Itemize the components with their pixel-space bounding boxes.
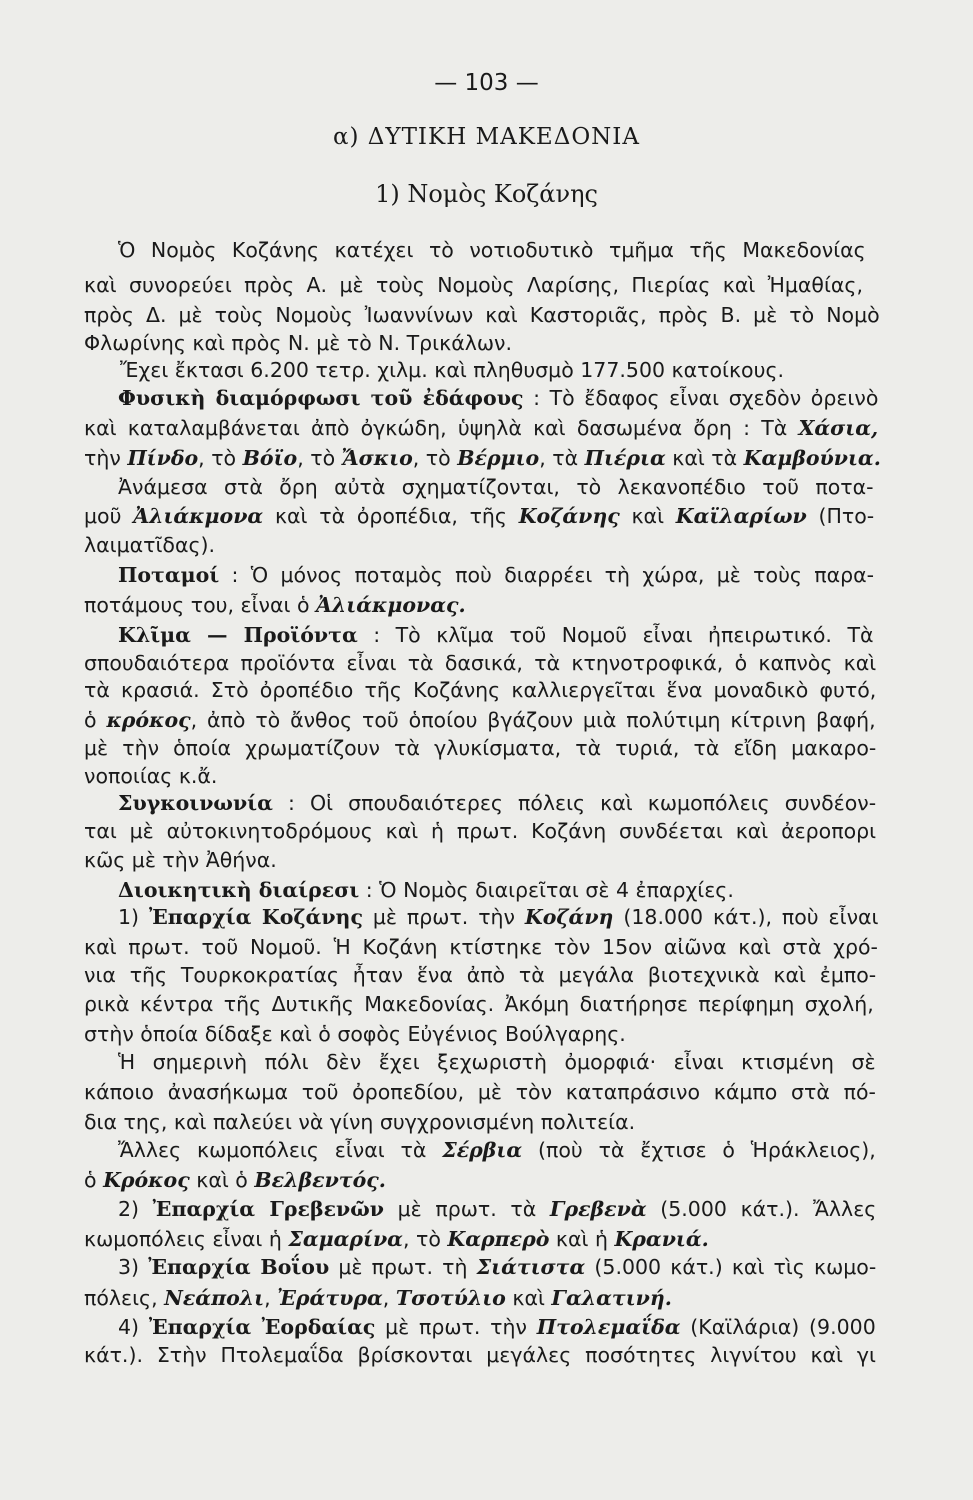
place-name: Χάσια, [798, 416, 879, 440]
text-line [84, 415, 878, 443]
place-name: Πτολεμαΐδα [536, 1315, 681, 1339]
place-name: Πιέρια [584, 446, 666, 470]
text-line [84, 1285, 672, 1313]
text-run: (18.000 κάτ.), ποὺ εἶναι [613, 905, 879, 929]
text-run: 4) [118, 1315, 149, 1339]
text-line [118, 385, 878, 413]
text-line [84, 1226, 709, 1254]
place-name: Ἐράτυρα [277, 1286, 383, 1310]
text-line [118, 562, 874, 590]
text-line [84, 818, 876, 846]
text-run: μὲ πρωτ. τὴν [362, 905, 525, 929]
text-line [118, 904, 878, 932]
text-run: μὲ τὴν ὁποία χρωματίζουν τὰ γλυκίσματα, τὰ τυριά, τὰ εἴδη μακαρο- [84, 736, 877, 760]
text-run: : Ὁ Νομὸς διαιρεῖται σὲ 4 ἐπαρχίες. [359, 878, 734, 902]
bold-term: Ἐπαρχία Βοΐου [148, 1255, 330, 1279]
text-run: , τὰ [539, 446, 585, 470]
place-name: Σαμαρίνα [288, 1227, 403, 1251]
text-run: 3) [118, 1255, 149, 1279]
text-line [84, 1109, 635, 1137]
place-name: Γαλατινή. [551, 1286, 672, 1310]
text-line [84, 1167, 386, 1195]
text-run: καὶ τὰ ὀροπέδια, τῆς [263, 504, 519, 528]
text-run: Ἡ σημερινὴ πόλι δὲν ἔχει ξεχωριστὴ ὀμορφιά· εἶναι κτισμένη σὲ [118, 1050, 876, 1074]
text-line [118, 622, 874, 650]
place-name: Καμβούνια. [743, 446, 881, 470]
page-number: — 103 — [434, 70, 539, 96]
region-heading: α) ΔΥΤΙΚΗ ΜΑΚΕΔΟΝΙΑ [332, 124, 640, 150]
text-run: μὲ πρωτ. τὴ [329, 1255, 477, 1279]
text-run: (5.000 κάτ.). Ἄλλες [646, 1197, 877, 1221]
text-line [84, 503, 874, 531]
text-run: μὲ πρωτ. τὰ [384, 1197, 550, 1221]
text-run: Ὁ Νομὸς Κοζάνης κατέχει τὸ νοτιοδυτικὸ τμῆμα τῆς Μακεδονίας [118, 238, 866, 262]
text-run: (Πτο- [806, 504, 875, 528]
text-run: (5.000 κάτ.) καὶ τὶς κωμο- [585, 1255, 877, 1279]
text-run: ρικὰ κέντρα τῆς Δυτικῆς Μακεδονίας. Ἀκόμη διατήρησε περίφημη σχολή, [84, 992, 874, 1016]
bold-term: Ἐπαρχία Γρεβενῶν [152, 1197, 385, 1221]
place-name: Σιάτιστα [476, 1255, 586, 1279]
text-run: , τὸ [412, 446, 458, 470]
text-run: Φλωρίνης καὶ πρὸς Ν. μὲ τὸ Ν. Τρικάλων. [84, 331, 512, 355]
text-line [84, 302, 880, 330]
place-name: Κρόκος [103, 1168, 190, 1192]
place-name: Τσοτύλιο [395, 1286, 506, 1310]
text-line [84, 677, 876, 705]
text-run: τὰ κρασιά. Στὸ ὀροπέδιο τῆς Κοζάνης καλλιεργεῖται ἕνα μοναδικὸ φυτό, [84, 678, 877, 702]
text-run: , τὸ [297, 446, 342, 470]
text-run: , τὸ [198, 446, 243, 470]
bold-term: Φυσικὴ διαμόρφωσι τοῦ ἐδάφους [118, 386, 524, 410]
text-run: : Οἱ σπουδαιότερες πόλεις καὶ κωμοπόλεις συνδέον- [272, 791, 877, 815]
text-run: καὶ ὁ [189, 1168, 255, 1192]
text-run: κῶς μὲ τὴν Ἀθήνα. [84, 848, 277, 872]
text-run: καὶ [505, 1286, 552, 1310]
text-line [118, 877, 734, 905]
text-run: Ἔχει ἔκτασι 6.200 τετρ. χιλμ. καὶ πληθυσμὸ 177.500 κατοίκους. [120, 358, 785, 382]
text-line [120, 357, 784, 385]
text-line [84, 330, 512, 358]
text-run: , ἀπὸ τὸ ἄνθος τοῦ ὁποίου βγάζουν μιὰ πολύτιμη κίτρινη βαφή, [190, 708, 876, 732]
text-run: καὶ πρωτ. τοῦ Νομοῦ. Ἡ Κοζάνη κτίστηκε τὸν 15ον αἰῶνα καὶ στὰ χρό- [84, 935, 878, 959]
text-run: στὴν ὁποία δίδαξε καὶ ὁ σοφὸς Εὐγένιος Βούλγαρης. [84, 1022, 626, 1046]
text-line [118, 474, 874, 502]
place-name: Κρανιά. [614, 1227, 709, 1251]
bold-term: Ποταμοί [118, 563, 220, 587]
place-name: Κοζάνης [518, 504, 620, 528]
text-run: : Ὁ μόνος ποταμὸς ποὺ διαρρέει τὴ χώρα, μὲ τοὺς παρα- [219, 563, 875, 587]
place-name: Πίνδο [127, 446, 199, 470]
text-line [84, 592, 466, 620]
text-run: κάτ.). Στὴν Πτολεμαΐδα βρίσκονται μεγάλες ποσότητες λιγνίτου καὶ γι [84, 1343, 876, 1367]
place-name: Καϊλαρίων [675, 504, 807, 528]
place-name: Βόϊο [242, 446, 298, 470]
bold-term: Συγκοινωνία [118, 791, 273, 815]
text-run: πρὸς Δ. μὲ τοὺς Νομοὺς Ἰωαννίνων καὶ Καστοριᾶς, πρὸς Β. μὲ τὸ Νομὸ [84, 303, 880, 327]
text-run: νια τῆς Τουρκοκρατίας ἦταν ἕνα ἀπὸ τὰ μεγάλα βιοτεχνικὰ καὶ ἐμπο- [84, 963, 877, 987]
text-line [84, 847, 277, 875]
text-line [84, 735, 876, 763]
text-run: δια της, καὶ παλεύει νὰ γίνη συγχρονισμένη πολιτεία. [84, 1110, 636, 1134]
text-run: : Τὸ κλῖμα τοῦ Νομοῦ εἶναι ἠπειρωτικό. Τὰ [357, 623, 874, 647]
place-name: Ἄσκιο [341, 446, 413, 470]
text-line [118, 237, 866, 265]
text-run: μοῦ [84, 504, 134, 528]
text-line [118, 1254, 876, 1282]
text-line [84, 1021, 626, 1049]
text-line [84, 272, 863, 300]
text-line [84, 445, 881, 473]
text-run: καὶ τὰ [665, 446, 744, 470]
place-name: Νεάπολι [164, 1286, 265, 1310]
text-run: πόλεις, [84, 1286, 165, 1310]
prefecture-heading: 1) Νομὸς Κοζάνης [375, 180, 598, 208]
text-run: , τὸ [402, 1227, 448, 1251]
text-line [84, 650, 876, 678]
place-name: Ἀλιάκμονας. [316, 593, 466, 617]
place-name: Κοζάνη [524, 905, 614, 929]
text-run: (Καϊλάρια) (9.000 [680, 1315, 876, 1339]
bold-term: Ἐπαρχία Ἐορδαίας [148, 1315, 376, 1339]
text-line [118, 790, 876, 818]
place-name: κρόκος [106, 708, 191, 732]
text-line [84, 532, 215, 560]
text-run: νοποιίας κ.ἄ. [84, 764, 218, 788]
text-run: 1) [118, 905, 149, 929]
text-line [118, 1314, 876, 1342]
text-line [84, 707, 876, 735]
text-run: Ἄλλες κωμοπόλεις εἶναι τὰ [118, 1138, 443, 1162]
bold-term: Διοικητικὴ διαίρεσι [118, 878, 360, 902]
bold-term: Ἐπαρχία Κοζάνης [148, 905, 363, 929]
text-run: καὶ ἡ [549, 1227, 615, 1251]
text-run: κωμοπόλεις εἶναι ἡ [84, 1227, 289, 1251]
text-run: Ἀνάμεσα στὰ ὄρη αὐτὰ σχηματίζονται, τὸ λεκανοπέδιο τοῦ ποτα- [118, 475, 874, 499]
place-name: Βελβεντός. [254, 1168, 386, 1192]
place-name: Βέρμιο [457, 446, 540, 470]
text-line [118, 1196, 876, 1224]
text-run: κάποιο ἀνασήκωμα τοῦ ὀροπεδίου, μὲ τὸν καταπράσινο κάμπο στὰ πό- [84, 1080, 876, 1104]
text-line [84, 962, 876, 990]
text-run: ται μὲ αὐτοκινητοδρόμους καὶ ἡ πρωτ. Κοζάνη συνδέεται καὶ ἀεροπορι [84, 819, 877, 843]
place-name: Σέρβια [442, 1138, 523, 1162]
text-run: καὶ [619, 504, 676, 528]
text-run: ὁ [84, 1168, 104, 1192]
text-run: σπουδαιότερα προϊόντα εἶναι τὰ δασικά, τὰ κτηνοτροφικά, ὁ καπνὸς καὶ [84, 651, 877, 675]
text-run: καὶ καταλαμβάνεται ἀπὸ ὀγκώδη, ὑψηλὰ καὶ δασωμένα ὄρη : Τὰ [84, 416, 799, 440]
text-line [84, 934, 878, 962]
text-run: λαιματῖδας). [84, 533, 216, 557]
text-run: , [264, 1286, 278, 1310]
place-name: Γρεβενὰ [549, 1197, 647, 1221]
text-run: καὶ συνορεύει πρὸς Α. μὲ τοὺς Νομοὺς Λαρίσης, Πιερίας καὶ Ἠμαθίας, [84, 273, 863, 297]
text-run: (ποὺ τὰ ἔχτισε ὁ Ἡράκλειος), [522, 1138, 876, 1162]
text-line [84, 1342, 876, 1370]
text-line [84, 1079, 876, 1107]
place-name: Καρπερὸ [447, 1227, 550, 1251]
text-run: ποτάμους του, εἶναι ὁ [84, 593, 317, 617]
text-run: ὁ [84, 708, 107, 732]
bold-term: Κλῖμα — Προϊόντα [118, 623, 358, 647]
text-run: , [382, 1286, 396, 1310]
text-line [118, 1049, 876, 1077]
text-run: μὲ πρωτ. τὴν [375, 1315, 537, 1339]
place-name: Ἀλιάκμονα [133, 504, 264, 528]
text-run: : Τὸ ἔδαφος εἶναι σχεδὸν ὀρεινὸ [523, 386, 879, 410]
text-run: 2) [118, 1197, 153, 1221]
text-line [118, 1137, 876, 1165]
text-run: τὴν [84, 446, 128, 470]
text-line [84, 763, 217, 791]
text-line [84, 991, 874, 1019]
